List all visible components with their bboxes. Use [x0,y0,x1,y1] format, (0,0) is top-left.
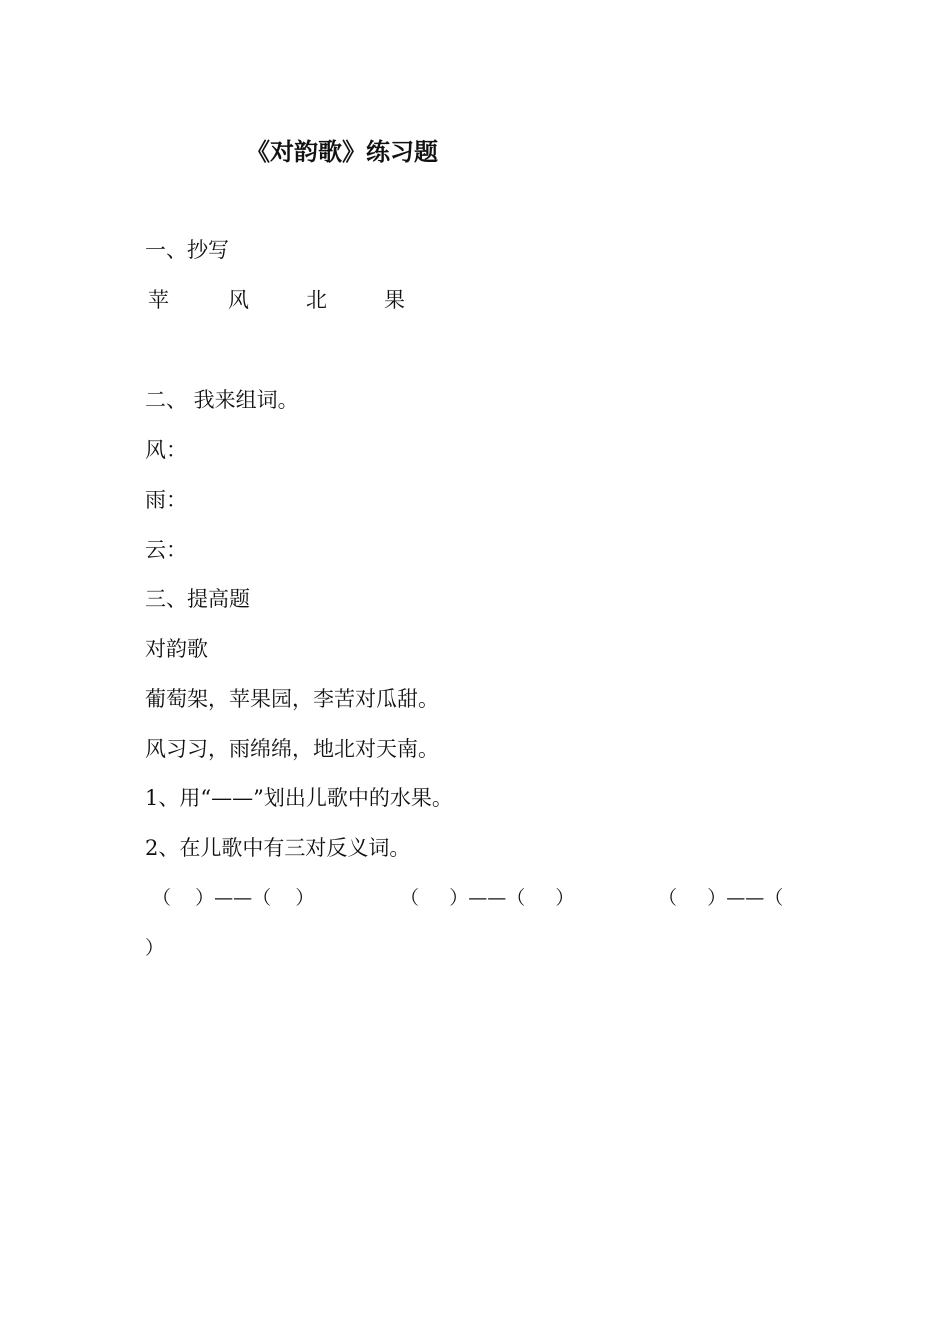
antonym-blank-1: （ ）——（ ） [152,887,315,909]
word-item-yu: 雨： [145,488,187,512]
word-item-yun: 云： [145,538,187,562]
copy-char-2: 风 [228,288,249,312]
question-1: 1、用“——”划出儿歌中的水果。 [145,786,453,810]
poem-line-1: 葡萄架，苹果园，李苦对瓜甜。 [145,687,439,711]
poem-line-2: 风习习，雨绵绵，地北对天南。 [145,737,439,761]
poem-title: 对韵歌 [145,637,208,661]
antonym-blank-2: （ ）——（ ） [400,887,575,909]
section3-heading: 三、提高题 [145,587,250,611]
antonym-blank-tail: ） [145,937,165,959]
copy-char-3: 北 [306,288,327,312]
word-item-feng: 风： [145,438,187,462]
page-title: 《对韵歌》练习题 [246,137,438,166]
copy-char-1: 苹 [148,288,169,312]
antonym-blank-3: （ ）——（ [658,887,784,909]
question-2: 2、在儿歌中有三对反义词。 [145,836,411,860]
section1-heading: 一、抄写 [145,238,229,262]
copy-char-4: 果 [384,288,405,312]
section2-heading: 二、 我来组词。 [145,388,299,412]
